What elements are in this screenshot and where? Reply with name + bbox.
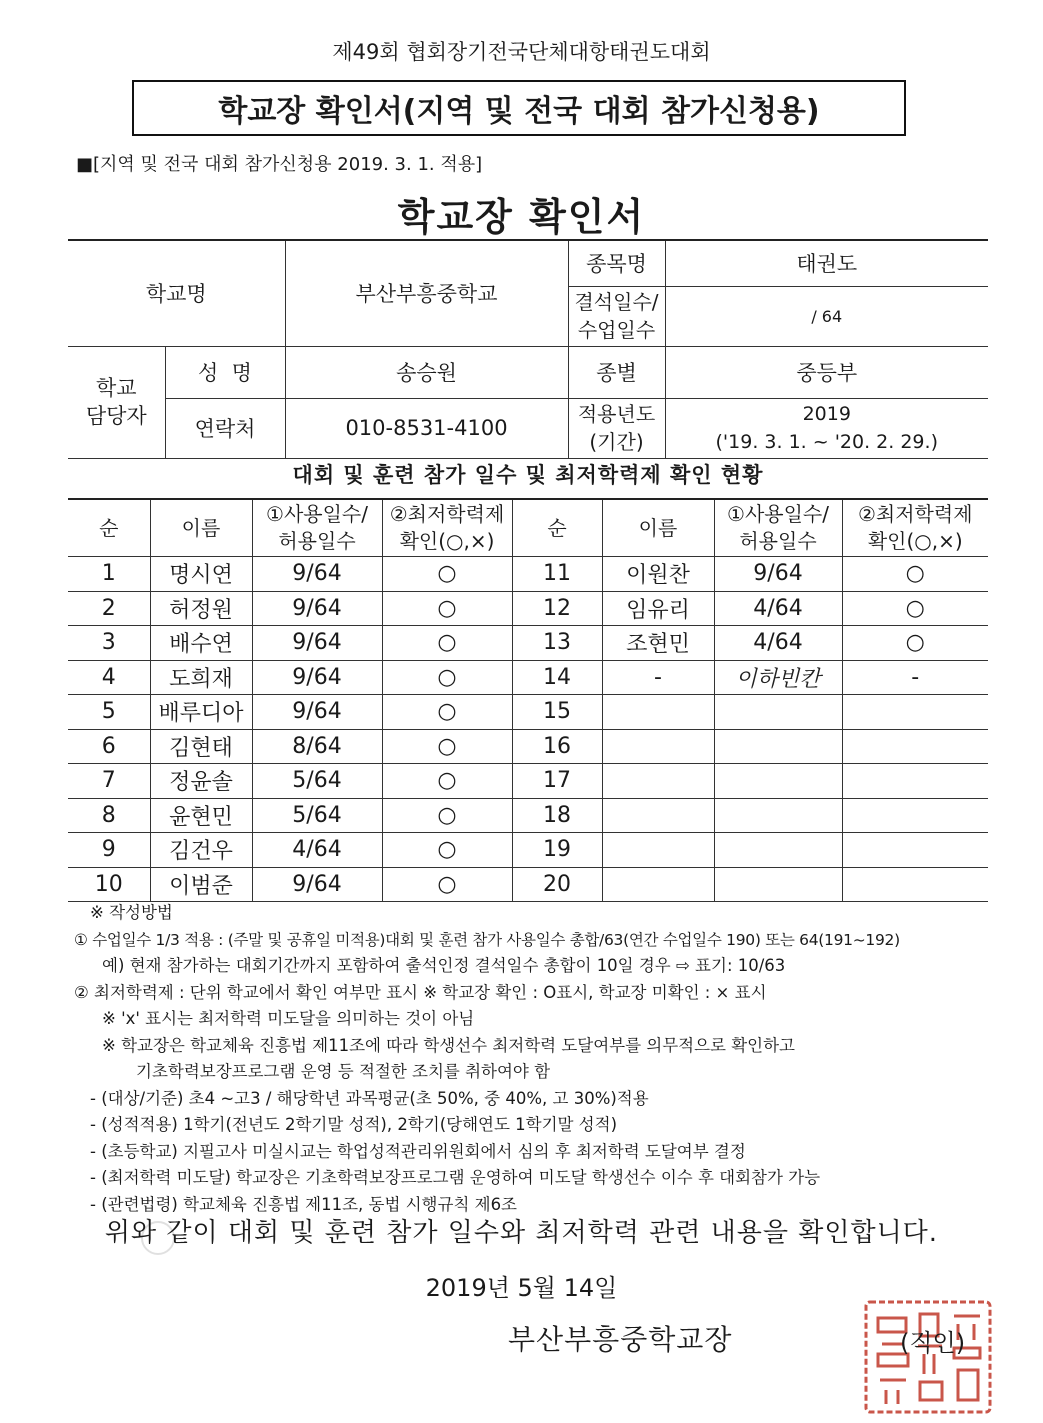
contact-person-label bbox=[68, 346, 165, 458]
school-label: 학교명 bbox=[68, 240, 285, 346]
row-name-right bbox=[602, 764, 714, 799]
row-days-right bbox=[714, 729, 842, 764]
row-check-right bbox=[842, 764, 988, 799]
note-4-cont: 기초학력보장프로그램 운영 등 적절한 조치를 취하여야 함 bbox=[136, 1062, 551, 1081]
row-no: 8 bbox=[68, 798, 150, 833]
header-check-2-right: 확인(○,×) bbox=[867, 529, 963, 553]
principal-title: 부산부흥중학교장 bbox=[508, 1323, 733, 1356]
row-check-right bbox=[842, 833, 988, 868]
row-check: ○ bbox=[382, 729, 512, 764]
row-name: 정윤솔 bbox=[150, 764, 252, 799]
row-name-right: - bbox=[602, 660, 714, 695]
header-days-right bbox=[714, 499, 842, 557]
table-row bbox=[68, 557, 988, 592]
row-name: 배루디아 bbox=[150, 695, 252, 730]
row-no: 2 bbox=[68, 591, 150, 626]
header-no: 순 bbox=[68, 499, 150, 557]
header-check-1: ②최저학력제 bbox=[389, 502, 505, 526]
row-days-right: 4/64 bbox=[714, 626, 842, 661]
row-check: ○ bbox=[382, 695, 512, 730]
row-check: ○ bbox=[382, 764, 512, 799]
row-name: 허정원 bbox=[150, 591, 252, 626]
row-no-right: 19 bbox=[512, 833, 602, 868]
row-days: 9/64 bbox=[252, 695, 382, 730]
row-name-right bbox=[602, 695, 714, 730]
row-no-right: 11 bbox=[512, 557, 602, 592]
row-check-right bbox=[842, 798, 988, 833]
table-row bbox=[68, 660, 988, 695]
row-days-right: 9/64 bbox=[714, 557, 842, 592]
row-days-right: 4/64 bbox=[714, 591, 842, 626]
note-9: - (관련법령) 학교체육 진흥법 제11조, 동법 시행규칙 제6조 bbox=[90, 1194, 517, 1214]
header-check-1-right: ②최저학력제 bbox=[857, 502, 973, 526]
table-row bbox=[68, 867, 988, 902]
row-no: 7 bbox=[68, 764, 150, 799]
contact-label-1: 학교 bbox=[95, 376, 137, 400]
row-name: 김현태 bbox=[150, 729, 252, 764]
year-label bbox=[568, 398, 665, 458]
name-label: 성 명 bbox=[165, 346, 285, 398]
info-table bbox=[68, 239, 988, 459]
school-value: 부산부흥중학교 bbox=[285, 240, 568, 346]
row-check-right: ○ bbox=[842, 557, 988, 592]
note-4: ※ 학교장은 학교체육 진흥법 제11조에 따라 학생선수 최저학력 도달여부를 의무적으로 확인하고 bbox=[102, 1035, 795, 1055]
contact-label-2: 담당자 bbox=[85, 404, 147, 428]
header-name: 이름 bbox=[150, 499, 252, 557]
table-row bbox=[68, 626, 988, 661]
row-days-right bbox=[714, 764, 842, 799]
row-days: 9/64 bbox=[252, 626, 382, 661]
row-no: 9 bbox=[68, 833, 150, 868]
absence-value: / 64 bbox=[665, 286, 988, 346]
row-days-right bbox=[714, 798, 842, 833]
year-label-1: 적용년도 bbox=[577, 402, 656, 426]
row-no-right: 13 bbox=[512, 626, 602, 661]
row-check: ○ bbox=[382, 591, 512, 626]
year-value bbox=[665, 398, 988, 458]
year-value-2: ('19. 3. 1. ~ '20. 2. 29.) bbox=[715, 431, 938, 453]
row-days: 5/64 bbox=[252, 764, 382, 799]
header-days bbox=[252, 499, 382, 557]
document-title: 학교장 확인서 bbox=[397, 195, 646, 239]
row-check: ○ bbox=[382, 798, 512, 833]
row-check: ○ bbox=[382, 660, 512, 695]
table-row bbox=[68, 591, 988, 626]
row-check-right bbox=[842, 729, 988, 764]
row-check-right: - bbox=[842, 660, 988, 695]
header-days-1: ①사용일수/ bbox=[266, 502, 368, 526]
header-no-right: 순 bbox=[512, 499, 602, 557]
note-2: ② 최저학력제 : 단위 학교에서 확인 여부만 표시 ※ 학교장 확인 : O표시, 학교장 미확인 : × 표시 bbox=[74, 982, 767, 1002]
roster-heading: 대회 및 훈련 참가 일수 및 최저학력제 확인 현황 bbox=[292, 463, 764, 487]
note-1: ① 수업일수 1/3 적용 : (주말 및 공휴일 미적용)대회 및 훈련 참가 사용일수 총합/63(연간 수업일수 190) 또는 64(191~192) bbox=[74, 930, 900, 949]
event-label: 종목명 bbox=[568, 240, 665, 286]
row-name-right bbox=[602, 798, 714, 833]
row-check: ○ bbox=[382, 867, 512, 902]
note-5: - (대상/기준) 초4 ~고3 / 해당학년 과목평균(초 50%, 중 40%, 고 30%)적용 bbox=[90, 1088, 649, 1108]
table-row bbox=[68, 695, 988, 730]
row-check-right bbox=[842, 695, 988, 730]
row-no-right: 15 bbox=[512, 695, 602, 730]
row-no-right: 20 bbox=[512, 867, 602, 902]
row-check-right: ○ bbox=[842, 591, 988, 626]
confirmation-statement: 위와 같이 대회 및 훈련 참가 일수와 최저학력 관련 내용을 확인합니다. bbox=[104, 1218, 939, 1248]
row-no: 10 bbox=[68, 867, 150, 902]
table-row bbox=[68, 729, 988, 764]
row-no-right: 16 bbox=[512, 729, 602, 764]
header-check-right bbox=[842, 499, 988, 557]
row-days: 8/64 bbox=[252, 729, 382, 764]
table-row bbox=[68, 764, 988, 799]
row-no: 3 bbox=[68, 626, 150, 661]
row-name: 배수연 bbox=[150, 626, 252, 661]
header-days-2-right: 허용일수 bbox=[739, 529, 817, 553]
row-no: 5 bbox=[68, 695, 150, 730]
division-value: 중등부 bbox=[665, 346, 988, 398]
year-value-1: 2019 bbox=[802, 403, 851, 425]
header-check bbox=[382, 499, 512, 557]
header-name-right: 이름 bbox=[602, 499, 714, 557]
row-check: ○ bbox=[382, 833, 512, 868]
row-name-right: 임유리 bbox=[602, 591, 714, 626]
row-days: 9/64 bbox=[252, 557, 382, 592]
row-name: 이범준 bbox=[150, 867, 252, 902]
writing-instructions bbox=[74, 900, 1004, 1218]
notes-title: ※ 작성방법 bbox=[90, 903, 173, 922]
row-days-right bbox=[714, 695, 842, 730]
row-days: 9/64 bbox=[252, 867, 382, 902]
row-days-right bbox=[714, 867, 842, 902]
table-row bbox=[68, 798, 988, 833]
row-days: 4/64 bbox=[252, 833, 382, 868]
name-value: 송승원 bbox=[285, 346, 568, 398]
absence-label bbox=[568, 286, 665, 346]
handwritten-blank-note: 이하빈칸 bbox=[714, 660, 842, 695]
row-name: 명시연 bbox=[150, 557, 252, 592]
event-title: 제49회 협회장기전국단체대항태권도대회 bbox=[332, 40, 711, 64]
note-6: - (성적적용) 1학기(전년도 2학기말 성적), 2학기(당해연도 1학기말 성적) bbox=[90, 1115, 618, 1134]
roster-table bbox=[68, 498, 988, 902]
signing-date: 2019년 5월 14일 bbox=[425, 1274, 618, 1302]
row-name-right bbox=[602, 833, 714, 868]
row-no: 6 bbox=[68, 729, 150, 764]
event-value: 태권도 bbox=[665, 240, 988, 286]
banner-title: 학교장 확인서(지역 및 전국 대회 참가신청용) bbox=[132, 80, 906, 136]
row-no-right: 18 bbox=[512, 798, 602, 833]
absence-label-1: 결석일수/ bbox=[574, 290, 659, 314]
roster-header-row bbox=[68, 499, 988, 557]
note-1-example: 예) 현재 참가하는 대회기간까지 포함하여 출석인정 결석일수 총합이 10일 경우 ⇨ 표기: 10/63 bbox=[102, 956, 786, 975]
absence-label-2: 수업일수 bbox=[577, 318, 656, 342]
row-no-right: 17 bbox=[512, 764, 602, 799]
header-check-2: 확인(○,×) bbox=[399, 529, 495, 553]
row-check: ○ bbox=[382, 557, 512, 592]
row-check-right: ○ bbox=[842, 626, 988, 661]
row-name: 김건우 bbox=[150, 833, 252, 868]
row-name-right bbox=[602, 867, 714, 902]
phone-value: 010-8531-4100 bbox=[285, 398, 568, 458]
row-check: ○ bbox=[382, 626, 512, 661]
header-days-2: 허용일수 bbox=[278, 529, 356, 553]
row-no: 1 bbox=[68, 557, 150, 592]
division-label: 종별 bbox=[568, 346, 665, 398]
table-row bbox=[68, 833, 988, 868]
row-name-right: 이원찬 bbox=[602, 557, 714, 592]
row-name-right bbox=[602, 729, 714, 764]
header-days-1-right: ①사용일수/ bbox=[727, 502, 829, 526]
note-7: - (초등학교) 지필고사 미실시교는 학업성적관리위원회에서 심의 후 최저학력 도달여부 결정 bbox=[90, 1141, 746, 1161]
note-8: - (최저학력 미도달) 학교장은 기초학력보장프로그램 운영하여 미도달 학생선수 이수 후 대회참가 가능 bbox=[90, 1168, 821, 1187]
row-days: 9/64 bbox=[252, 660, 382, 695]
year-label-2: (기간) bbox=[589, 430, 644, 454]
notice-line: ■[지역 및 전국 대회 참가신청용 2019. 3. 1. 적용] bbox=[76, 154, 483, 175]
row-no: 4 bbox=[68, 660, 150, 695]
row-name: 윤현민 bbox=[150, 798, 252, 833]
seal-label: (직인) bbox=[900, 1329, 966, 1357]
phone-label: 연락처 bbox=[165, 398, 285, 458]
row-no-right: 12 bbox=[512, 591, 602, 626]
row-name-right: 조현민 bbox=[602, 626, 714, 661]
row-name: 도희재 bbox=[150, 660, 252, 695]
row-no-right: 14 bbox=[512, 660, 602, 695]
row-days: 5/64 bbox=[252, 798, 382, 833]
note-3: ※ 'x' 표시는 최저학력 미도달을 의미하는 것이 아님 bbox=[102, 1009, 475, 1028]
row-days: 9/64 bbox=[252, 591, 382, 626]
row-days-right bbox=[714, 833, 842, 868]
row-check-right bbox=[842, 867, 988, 902]
